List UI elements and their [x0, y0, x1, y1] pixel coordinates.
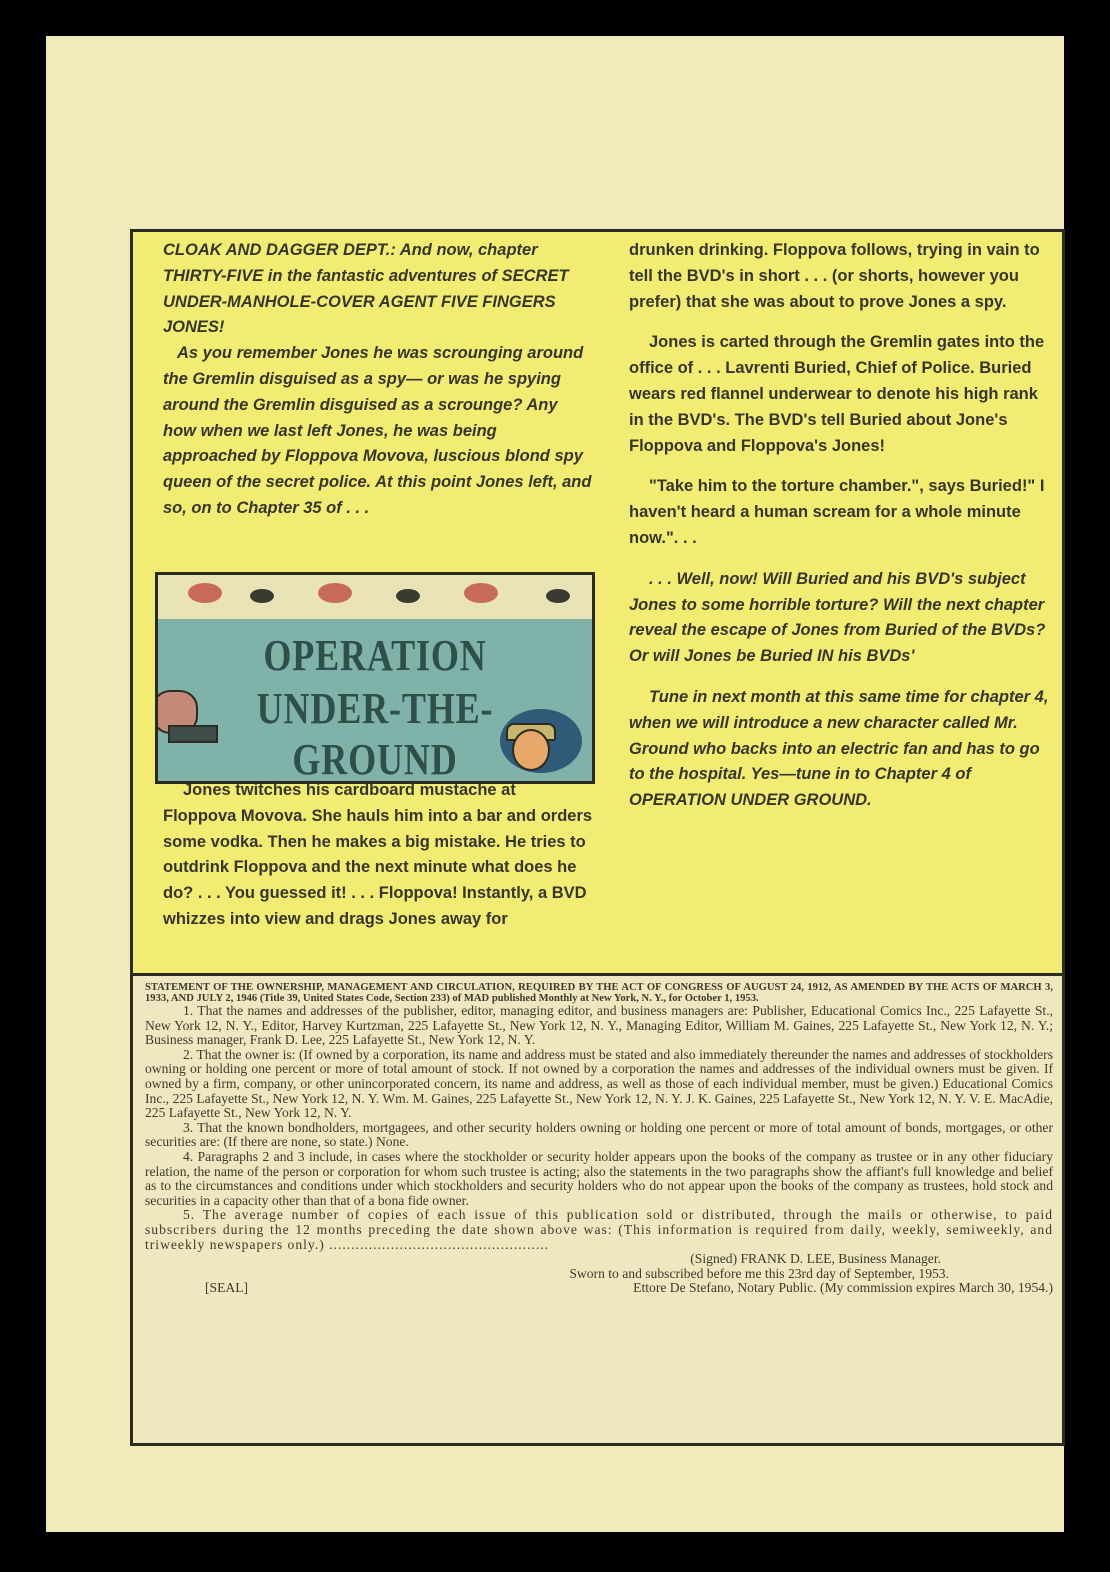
statement-paragraph: 4. Paragraphs 2 and 3 include, in cases where the stockholder or security holder appears upon the books of the company as trustee or in any other fiduciary relation, the name of the person or corporation for whom such trustee is acting; also the statements in the two paragraphs show the affiant's full knowledge and belief as to the circumstances and conditions under which stockholders and security holders who do not appear upon the books of the company as trustees, hold stock and securities in a capacity other than that of a bona fide owner. [145, 1148, 1053, 1208]
chapter-title-banner [155, 572, 595, 784]
red-figure [318, 583, 352, 603]
banner-title-line1: OPERATION [263, 631, 487, 680]
story-paragraph: Tune in next month at this same time for chapter 4, when we will introduce a new character called Mr. Ground who backs into an electric fan and has to go to the hospital. Yes—tune in to Chapter 4 of OPERATION UNDER GROUND. [629, 687, 1049, 810]
story-left-column-lower [163, 778, 593, 933]
agent-face-illustration [512, 729, 550, 771]
statement-paragraph: 5. The average number of copies of each issue of this publication sold or distributed, through the mails or otherwise, to paid subscribers during the 12 months preceding the date shown above was: (This information is required from daily, weekly, semiweekly, and triweekly newspapers only.) .................................................. [145, 1207, 1053, 1252]
story-panel [133, 232, 1062, 976]
story-paragraph: As you remember Jones he was scrounging around the Gremlin disguised as a spy— or was he spying around the Gremlin disguised as a scrounge? Any how when we last left Jones, he was being approached by Floppova Movova, luscious blond spy queen of the secret police. At this point Jones left, and so, on to Chapter 35 of . . . [163, 344, 592, 517]
sworn-line: Sworn to and subscribed before me this 23rd day of September, 1953. [569, 1265, 949, 1281]
story-intro: CLOAK AND DAGGER DEPT.: And now, chapter THIRTY-FIVE in the fantastic adventures of SECRET UNDER-MANHOLE-COVER AGENT FIVE FINGERS JONES! [163, 241, 569, 337]
pipe-illustration [168, 725, 218, 743]
banner-title-line2: UNDER-THE-GROUND [256, 684, 494, 784]
dark-figure [250, 589, 274, 603]
banner-top-strip [158, 575, 592, 619]
notary-text: Ettore De Stefano, Notary Public. (My commission expires March 30, 1954.) [633, 1280, 1053, 1296]
statement-paragraph: 1. That the names and addresses of the publisher, editor, managing editor, and business managers are: Publisher, Educational Comics Inc., 225 Lafayette St., New York 12, N. Y., Editor, Harvey Kurtzman, 225 Lafayette St., New York 12, N. Y., Managing Editor, William M. Gaines, 225 Lafayette St., New York 12, N. Y.; Business manager, Frank D. Lee, 225 Lafayette St., New York 12, N. Y. [145, 1003, 1053, 1048]
story-paragraph: "Take him to the torture chamber.", says Buried!" I haven't heard a human scream for a whole minute now.". . . [629, 477, 1045, 547]
ownership-statement [145, 982, 1053, 1296]
signature-line: (Signed) FRANK D. LEE, Business Manager. [690, 1251, 941, 1267]
story-paragraph: drunken drinking. Floppova follows, trying in vain to tell the BVD's in short . . . (or shorts, however you prefer) that she was about to prove Jones a spy. [629, 241, 1040, 311]
story-left-column [163, 238, 593, 522]
statement-paragraph: 3. That the known bondholders, mortgagees, and other security holders owning or holding one percent or more of total amount of bonds, mortgages, or other securities are: (If there are none, so state.) None. [145, 1119, 1053, 1150]
story-right-column [629, 238, 1049, 814]
statement-header: STATEMENT OF THE OWNERSHIP, MANAGEMENT AND CIRCULATION, REQUIRED BY THE ACT OF CONGRESS OF AUGUST 24, 1912, AS AMENDED BY THE ACTS OF MARCH 3, 1933, AND JULY 2, 1946 (Title 39, United States Code, Section 233) of MAD published Monthly at New York, N. Y., for October 1, 1953. [145, 982, 1053, 1004]
dark-figure [546, 589, 570, 603]
story-paragraph: . . . Well, now! Will Buried and his BVD's subject Jones to some horrible torture? Will the next chapter reveal the escape of Jones from Buried of the BVDs? Or will Jones be Buried IN his BVDs' [629, 569, 1046, 666]
red-figure [188, 583, 222, 603]
statement-paragraph: 2. That the owner is: (If owned by a corporation, its name and address must be stated and also immediately thereunder the names and addresses of stockholders owning or holding one percent or more of total amount of stock. If not owned by a corporation the names and addresses of the individual owners must be given. If owned by a firm, company, or other unincorporated concern, its name and address, as well as those of each individual member, must be given.) Educational Comics Inc., 225 Lafayette St., New York 12, N. Y. Wm. M. Gaines, 225 Lafayette St., New York 12, N. Y. J. K. Gaines, 225 Lafayette St., New York 12, N. Y. V. E. MacAdie, 225 Lafayette St., New York 12, N. Y. [145, 1046, 1053, 1121]
content-frame [130, 229, 1065, 1446]
comic-page [46, 36, 1064, 1532]
story-paragraph: Jones is carted through the Gremlin gates into the office of . . . Lavrenti Buried, Chief of Police. Buried wears red flannel underwear to denote his high rank in the BVD's. The BVD's tell Buried about Jone's Floppova and Floppova's Jones! [629, 333, 1045, 455]
red-figure [464, 583, 498, 603]
notary-line [145, 1281, 1053, 1296]
dark-figure [396, 589, 420, 603]
story-paragraph: Jones twitches his cardboard mustache at Floppova Movova. She hauls him into a bar and orders some vodka. Then he makes a big mistake. He tries to outdrink Floppova and the next minute what does he do? . . . You guessed it! . . . Floppova! Instantly, a BVD whizzes into view and drags Jones away for [163, 781, 593, 928]
seal-label: [SEAL] [205, 1280, 249, 1296]
